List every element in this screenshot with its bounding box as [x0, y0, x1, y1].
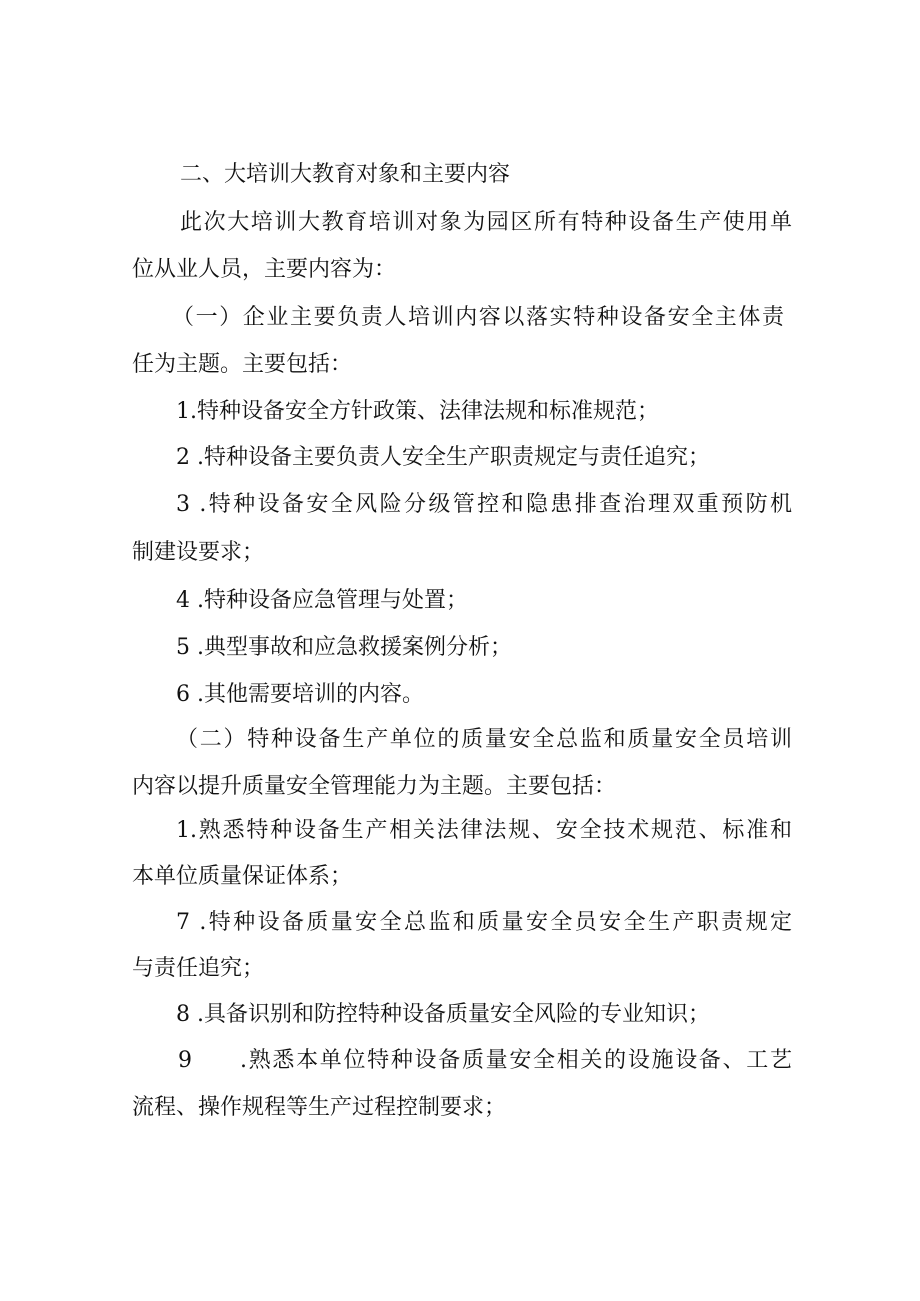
- section2-item-9-number: 9: [178, 1048, 192, 1073]
- section1-heading-line-2: 任为主题。主要包括：: [132, 352, 353, 377]
- section1-item-3-line-2: 制建设要求；: [132, 540, 265, 565]
- section1-heading-line-1: （一）企业主要负责人培训内容以落实特种设备安全主体责: [172, 305, 784, 330]
- section1-item-1: 1.特种设备安全方针政策、法律法规和标准规范；: [176, 399, 659, 424]
- section-heading: 二、大培训大教育对象和主要内容: [180, 162, 511, 187]
- section1-item-6: 6 .其他需要培训的内容。: [176, 682, 424, 707]
- section2-item-9-line-2: 流程、操作规程等生产过程控制要求；: [132, 1095, 507, 1120]
- intro-line-2: 位从业人员，主要内容为：: [132, 257, 397, 282]
- section2-item-1-line-2: 本单位质量保证体系；: [132, 864, 353, 889]
- section2-item-8: 8 .具备识别和防控特种设备质量安全风险的专业知识；: [176, 1002, 710, 1027]
- intro-line-1: 此次大培训大教育培训对象为园区所有特种设备生产使用单: [180, 210, 792, 235]
- section1-item-3-line-1: 3 .特种设备安全风险分级管控和隐患排查治理双重预防机: [176, 492, 792, 517]
- section2-item-1-line-1: 1.熟悉特种设备生产相关法律法规、安全技术规范、标准和: [176, 818, 792, 843]
- section1-item-2: 2 .特种设备主要负责人安全生产职责规定与责任追究；: [176, 445, 710, 470]
- section2-item-7-line-2: 与责任追究；: [132, 956, 265, 981]
- section2-item-9-line-1: .熟悉本单位特种设备质量安全相关的设施设备、工艺: [240, 1048, 792, 1073]
- section1-item-4: 4 .特种设备应急管理与处置；: [176, 588, 468, 613]
- section2-heading-line-2: 内容以提升质量安全管理能力为主题。主要包括：: [132, 774, 617, 799]
- section2-heading-line-1: （二）特种设备生产单位的质量安全总监和质量安全员培训: [176, 727, 792, 752]
- section2-item-7-line-1: 7 .特种设备质量安全总监和质量安全员安全生产职责规定: [176, 910, 792, 935]
- section1-item-5: 5 .典型事故和应急救援案例分析；: [176, 635, 512, 660]
